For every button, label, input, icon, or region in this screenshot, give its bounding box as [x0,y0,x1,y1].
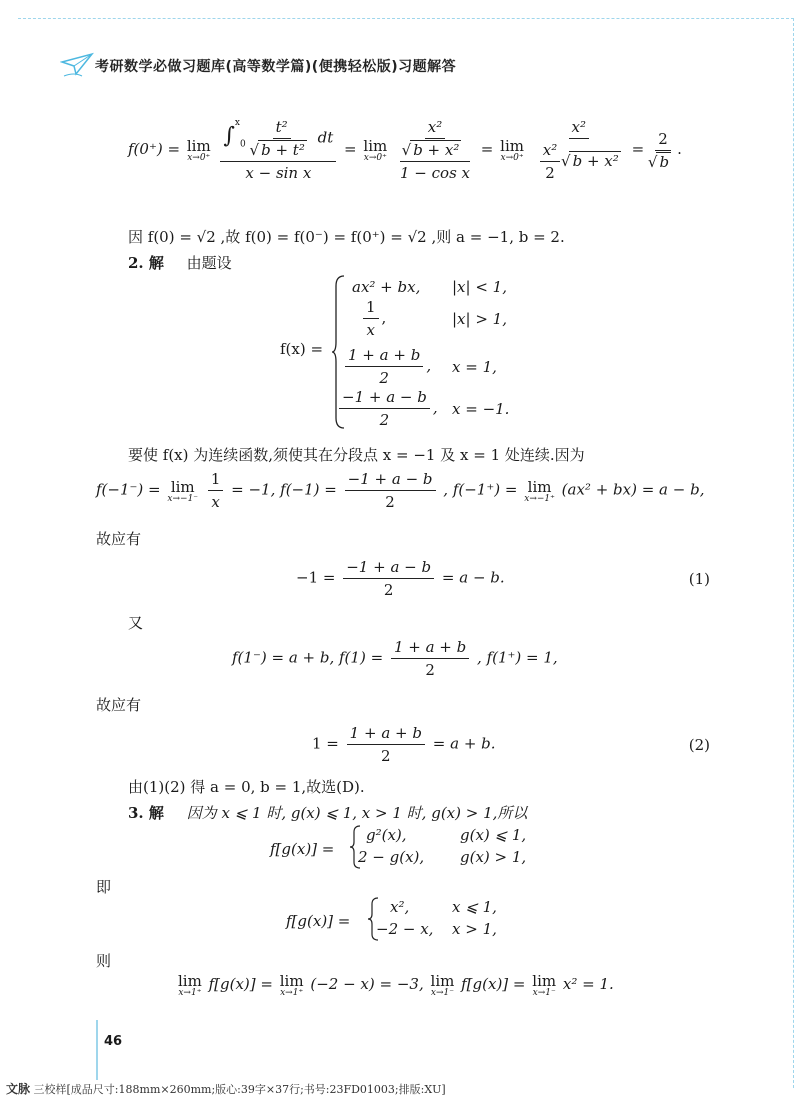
eq1-lhs: f(0⁺) = [128,140,181,158]
since-line: 因 f(0) = √2 ,故 f(0) = f(0⁻) = f(0⁺) = √2 ,则 a = −1, b = 2. [128,228,565,246]
eq-c-number: (2) [688,736,710,754]
s2-limits-line: f(−1⁻) = lim x→−1⁻ $\frac{1}{x}$ = −1, f(−1) = $\frac{-1 + a - b}{2}$ , f(−1⁺) = lim x→−1⁺ (ax² + bx) = a − b, [96,470,705,511]
eq1-result: 2 √ b [652,130,674,171]
eq-b: f(1⁻) = a + b, f(1) = $\frac{1 + a + b}{2}$ , f(1⁺) = 1, [232,638,558,679]
eq-c: 1 = $\frac{1 + a + b}{2}$ = a + b. [312,724,496,765]
s3-ji: 即 [96,878,112,896]
case4-cond: x = −1. [452,400,510,418]
eq1-frac-integral: ∫$^x_0$ t² √ b + t² dt x − sin x [220,118,336,182]
header-title: 考研数学必做习题库(高等数学篇)(便携轻松版)习题解答 [95,59,457,75]
s3-fg1: f[g(x)] = [270,840,335,858]
page-header [60,50,760,90]
s2-conclusion: 由(1)(2) 得 a = 0, b = 1,故选(D). [128,778,365,796]
s2-also: 又 [128,614,144,632]
case1-expr: ax² + bx, [352,278,421,296]
s2-text1: 要使 f(x) 为连续函数,须使其在分段点 x = −1 及 x = 1 处连续.因为 [128,446,585,464]
s3-ze: 则 [96,952,112,970]
eq1-frac-step3: x² $\frac{\text{x²}}{2}$ √ b + x² [534,118,624,182]
s2-fx: f(x) = [280,340,324,358]
eq1-frac-step2: x² √ b + x² 1 − cos x [397,118,473,182]
s2-piecewise: ax² + bx, |x| < 1, $\frac{1}{x}$ , |x| > 1, $\frac{1 + a + b}{2}$ , x = 1, $\frac{-1 + a - b}{2}$ , x = −1. [332,274,632,434]
s3-final-limits: lim x→1⁺ f[g(x)] = lim x→1⁺ (−2 − x) = −3, lim x→1⁻ f[g(x)] = lim x→1⁻ x² = 1. [178,972,614,998]
print-footer [6,1080,446,1097]
s3-heading [128,802,527,823]
eq1-lim1: lim x→0⁺ [186,137,211,163]
case2-cond: |x| > 1, [452,310,507,328]
page-number: 46 [104,1034,123,1049]
s2-heading [128,252,232,273]
eq-a-number: (1) [688,570,710,588]
s2-label: 2. 解 [128,254,164,272]
s2-so1: 故应有 [96,530,142,548]
eq-a: −1 = $\frac{-1 + a - b}{2}$ = a − b. [296,558,505,599]
s3-piecewise1: g²(x), g(x) ⩽ 1, 2 − g(x), g(x) > 1, [350,824,550,874]
s2-intro: 由题设 [186,254,232,272]
equation-f0plus: f(0⁺) = lim x→0⁺ ∫$^x_0$ t² √ b + t² dt x − sin x = lim x→0⁺ x² √ b + x² 1 − cos x = lim x→0⁺ x² $\frac{\text{x²}}{2}$ √ b + x² = 2 √ b . [128,118,682,182]
case3-cond: x = 1, [452,358,497,376]
s3-intro: 因为 x ⩽ 1 时, g(x) ⩽ 1, x > 1 时, g(x) > 1,所以 [186,804,528,822]
page-margin-bar [96,1020,98,1080]
eq1-lim2: lim x→0⁺ [363,137,388,163]
paper-plane-icon [60,50,94,80]
eq1-lim3: lim x→0⁺ [500,137,524,163]
s3-piecewise2: x², x ⩽ 1, −2 − x, x > 1, [368,896,568,946]
footer-brand: 文脉 [6,1082,31,1096]
s3-label: 3. 解 [128,804,164,822]
case1-cond: |x| < 1, [452,278,507,296]
footer-info: 三校样[成品尺寸:188mm×260mm;版心:39字×37行;书号:23FD01003;排版:XU] [33,1083,446,1096]
s2-so2: 故应有 [96,696,142,714]
s3-fg2: f[g(x)] = [286,912,351,930]
